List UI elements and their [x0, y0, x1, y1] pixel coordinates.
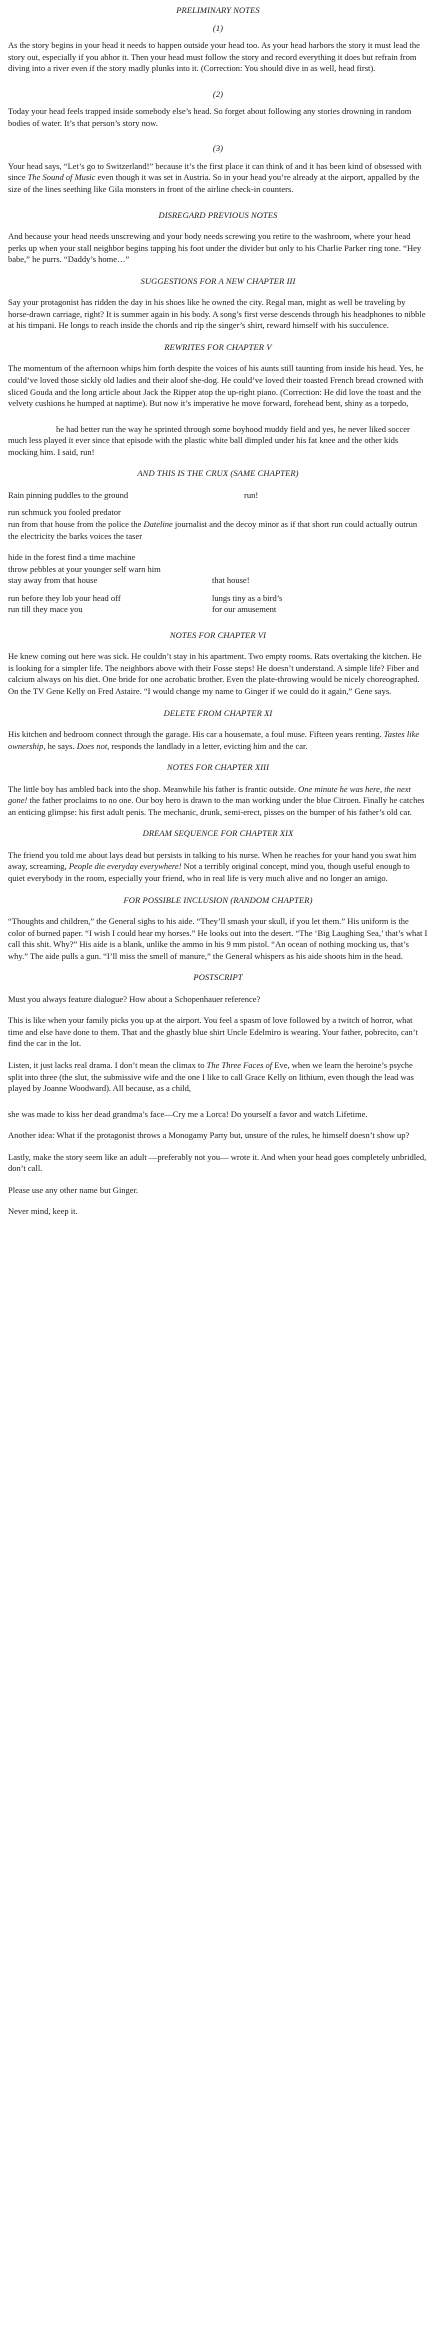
verse-line-2: run schmuck you fooled predator: [8, 507, 121, 518]
note-number-2: (2): [212, 88, 224, 99]
paragraph-chapter-xiii: [8, 784, 428, 819]
section-title-possible-inclusion: FOR POSSIBLE INCLUSION (RANDOM CHAPTER): [123, 894, 313, 905]
paragraph-chapter-v-2: [8, 424, 428, 459]
verse-line-5: throw pebbles at your younger self warn him: [8, 563, 161, 574]
verse-text: run from that house from the police the: [8, 518, 144, 529]
verse-text: for our amusement: [212, 604, 277, 615]
verse-text: Rain pinning puddles to the ground: [8, 489, 129, 500]
section-title-chapter-v: REWRITES FOR CHAPTER V: [164, 341, 272, 352]
paragraph-note-3: [8, 161, 428, 196]
paragraph-possible-inclusion: “Thoughts and children,” the General sighs to his aide. “They’ll smash your skull, if you let them.” His uniform is the color of burned paper. “I wish I could hear my horses.” He looks out into the desert. “The ‘Big Laughing Sea,’ that’s what I call this shit. Why?” His aide is a blank, unlike the ammo in his 9 mm pistol. “An ocean of nothing mocking us, that’s why.” The aide pulls a gun. “I’ll miss the smell of manure,” the General whispers as his aide shoots him in the head.: [8, 916, 428, 961]
text-run: The friend you told me about lays dead but persists in talking to his nurse. When he reaches for your hand you swat him away, screaming,: [8, 849, 417, 872]
section-title-chapter-xi: DELETE FROM CHAPTER XI: [163, 707, 273, 718]
text-run: His kitchen and bedroom connect through the garage. His car a housemate, a foul muse. Fifteen years renting.: [8, 729, 384, 740]
paragraph-disregard: And because your head needs unscrewing and your body needs screwing you retire to the washroom, where your head perks up when your stall neighbor begins tapping his foot under the divider but only to his Charlie Parker ring tone. “Hey babe,” he purrs. “Daddy’s home…”: [8, 231, 422, 265]
note-number-3: (3): [212, 143, 224, 154]
section-title-chapter-xix: DREAM SEQUENCE FOR CHAPTER XIX: [142, 828, 294, 839]
verse-line-6: [8, 575, 428, 587]
text-run: he had better run the way he sprinted through some boyhood muddy field and yes, he never liked soccer much less played it ever since that episode with the plastic white ball dimpled under his fat knee and the other kids mocking him. I said, run!: [8, 423, 410, 457]
text-run: Not a terribly original concept, mind you, though useful enough to quiet everybody in the room, especially your friend, who in real life is very much alive and no longer an amigo.: [8, 861, 410, 883]
italic-title: The Three Faces of: [206, 1060, 273, 1070]
italic-title: The Sound of Music: [27, 172, 96, 183]
section-title-chapter-vi: NOTES FOR CHAPTER VI: [169, 629, 267, 640]
paragraph-postscript-3: [8, 1060, 428, 1095]
paragraph-postscript-6: Lastly, make the story seem like an adult —preferably not you— wrote it. And when your head goes completely unbridled, don’t call.: [8, 1151, 427, 1174]
section-title-chapter-xiii: NOTES FOR CHAPTER XIII: [166, 762, 270, 773]
italic-quote: Does not,: [76, 740, 110, 751]
italic-title: Dateline: [143, 518, 173, 529]
verse-line-3: [8, 519, 428, 542]
paragraph-postscript-8: Never mind, keep it.: [8, 1206, 78, 1217]
verse-text: lungs tiny as a bird’s: [212, 592, 283, 603]
paragraph-postscript-5: Another idea: What if the protagonist throws a Monogamy Party but, unsure of the rules, he himself doesn’t show up?: [8, 1130, 410, 1141]
verse-text: stay away from that house: [8, 575, 98, 586]
italic-quote: One minute he was here, the next gone!: [8, 783, 411, 806]
text-run: he says.: [45, 740, 77, 751]
italic-quote: People die everyday everywhere!: [68, 861, 182, 872]
paragraph-note-2: Today your head feels trapped inside somebody else’s head. So forget about following any stories drowning in random bodies of water. It’s that person’s story now.: [8, 106, 412, 128]
paragraph-postscript-7: Please use any other name but Ginger.: [8, 1184, 139, 1195]
verse-line-4: hide in the forest find a time machine: [8, 552, 136, 563]
verse-text: run before they lob your head off: [8, 592, 121, 603]
verse-text: that house!: [212, 575, 250, 586]
verse-line-1: [8, 490, 428, 502]
italic-quote: Tastes like ownership,: [8, 729, 420, 751]
section-title-crux: AND THIS IS THE CRUX (SAME CHAPTER): [137, 468, 299, 479]
text-run: Eve, when we learn the heroine’s psyche split into three (the slut, the submissive wife and the one I like to call Grace Kelly on lithium, even though the lead was played by Joanne Woodward). All because, as a child,: [8, 1060, 414, 1094]
paragraph-chapter-vi: He knew coming out here was sick. He couldn’t stay in his apartment. Two empty rooms. Rats overtaking the kitchen. He is looking for a simpler life. The neighbors above with their Fosse steps! He doesn’t understand. A simple life? Fiber and calcium always on his diet. One bride for one acrobatic brother. Even the plate-throwing would be nicely choreographed. On the TV Gene Kelly on Fred Astaire. “I would change my name to Ginger if we could do it again,” Gene says.: [8, 651, 422, 696]
text-run: The little boy has ambled back into the shop. Meanwhile his father is frantic outside.: [8, 783, 299, 794]
paragraph-postscript-2: This is like when your family picks you up at the airport. You feel a spasm of love followed by a twitch of horror, what time and else have done to them. That and the ghastly blue shirt Uncle Edelmiro is wearing. Your father, pobrecito, can’t find the car in the lot.: [8, 1015, 418, 1049]
paragraph-chapter-xi: [8, 729, 428, 752]
text-run: responds the landlady in a letter, evicting him and the car.: [109, 740, 308, 751]
paragraph-note-1: As the story begins in your head it needs to happen outside your head too. As your head harbors the story it must lead the story out, especially if you abhor it. Then your head must follow the story and record everything it does but refrain from diving into a river even if the story madly plunks into it. (Correction: You should dive in as well, head first).: [8, 40, 420, 74]
verse-text: journalist and the decoy minor as if that short run could actually outrun the electricity the barks voices the taser: [8, 518, 418, 541]
paragraph-chapter-iii: Say your protagonist has ridden the day in his shoes like he owned the city. Regal man, might as well be traveling by horse-drawn carriage, right? It is summer again in his body. A song’s first verse descends through his headphones to nibble at his timpani. He longs to reach inside the chords and rip the singer’s shirt, reward himself with his succulence.: [8, 297, 426, 331]
text-run: Listen, it just lacks real drama. I don’t mean the climax to: [8, 1060, 207, 1070]
note-number-1: (1): [212, 22, 224, 33]
section-title-preliminary-notes: PRELIMINARY NOTES: [176, 5, 260, 15]
verse-text: run!: [244, 489, 259, 500]
paragraph-chapter-v-1: The momentum of the afternoon whips him forth despite the voices of his aunts still taunting from inside his head. Yes, he could’ve loved those sickly old ladies and their aloof she-dog. He could’ve loved their toasted French bread crowned with sliced Gouda and the long article about Jack the Ripper atop the up-right piano. (Correction: He did love the toast and the velvety cushions he humped at naptime). But now it’s imperative he move forward, forehead bent, shiny as a torpedo,: [8, 363, 424, 409]
paragraph-postscript-4: she was made to kiss her dead grandma’s face—Cry me a Lorca! Do yourself a favor and watch Lifetime.: [8, 1108, 368, 1119]
paragraph-postscript-1: Must you always feature dialogue? How about a Schopenhauer reference?: [8, 993, 261, 1004]
section-title-chapter-iii: SUGGESTIONS FOR A NEW CHAPTER III: [140, 275, 296, 286]
verse-line-7: [8, 593, 428, 605]
paragraph-chapter-xix: [8, 850, 428, 885]
verse-line-8: [8, 604, 428, 616]
section-title-postscript: POSTSCRIPT: [193, 972, 243, 983]
verse-text: run till they mace you: [8, 604, 83, 615]
text-run: even though it was set in Austria. So in your head you’re already at the airport, appalled by the size of the lines seething like Gila monsters in front of the airline check-in counters.: [8, 172, 420, 195]
text-run: Your head says, “Let’s go to Switzerland!” because it’s the first place it can think of and it has been kind of obsessed with since: [8, 160, 422, 183]
section-title-disregard: DISREGARD PREVIOUS NOTES: [158, 209, 278, 220]
text-run: the father proclaims to no one. Our boy hero is drawn to the man working under the blue Citroen. Finally he catches an enticing glimpse: his first adult penis. The mechanic, drunk, semi-erect, pisses on the bumper of his father’s old car.: [8, 795, 425, 817]
